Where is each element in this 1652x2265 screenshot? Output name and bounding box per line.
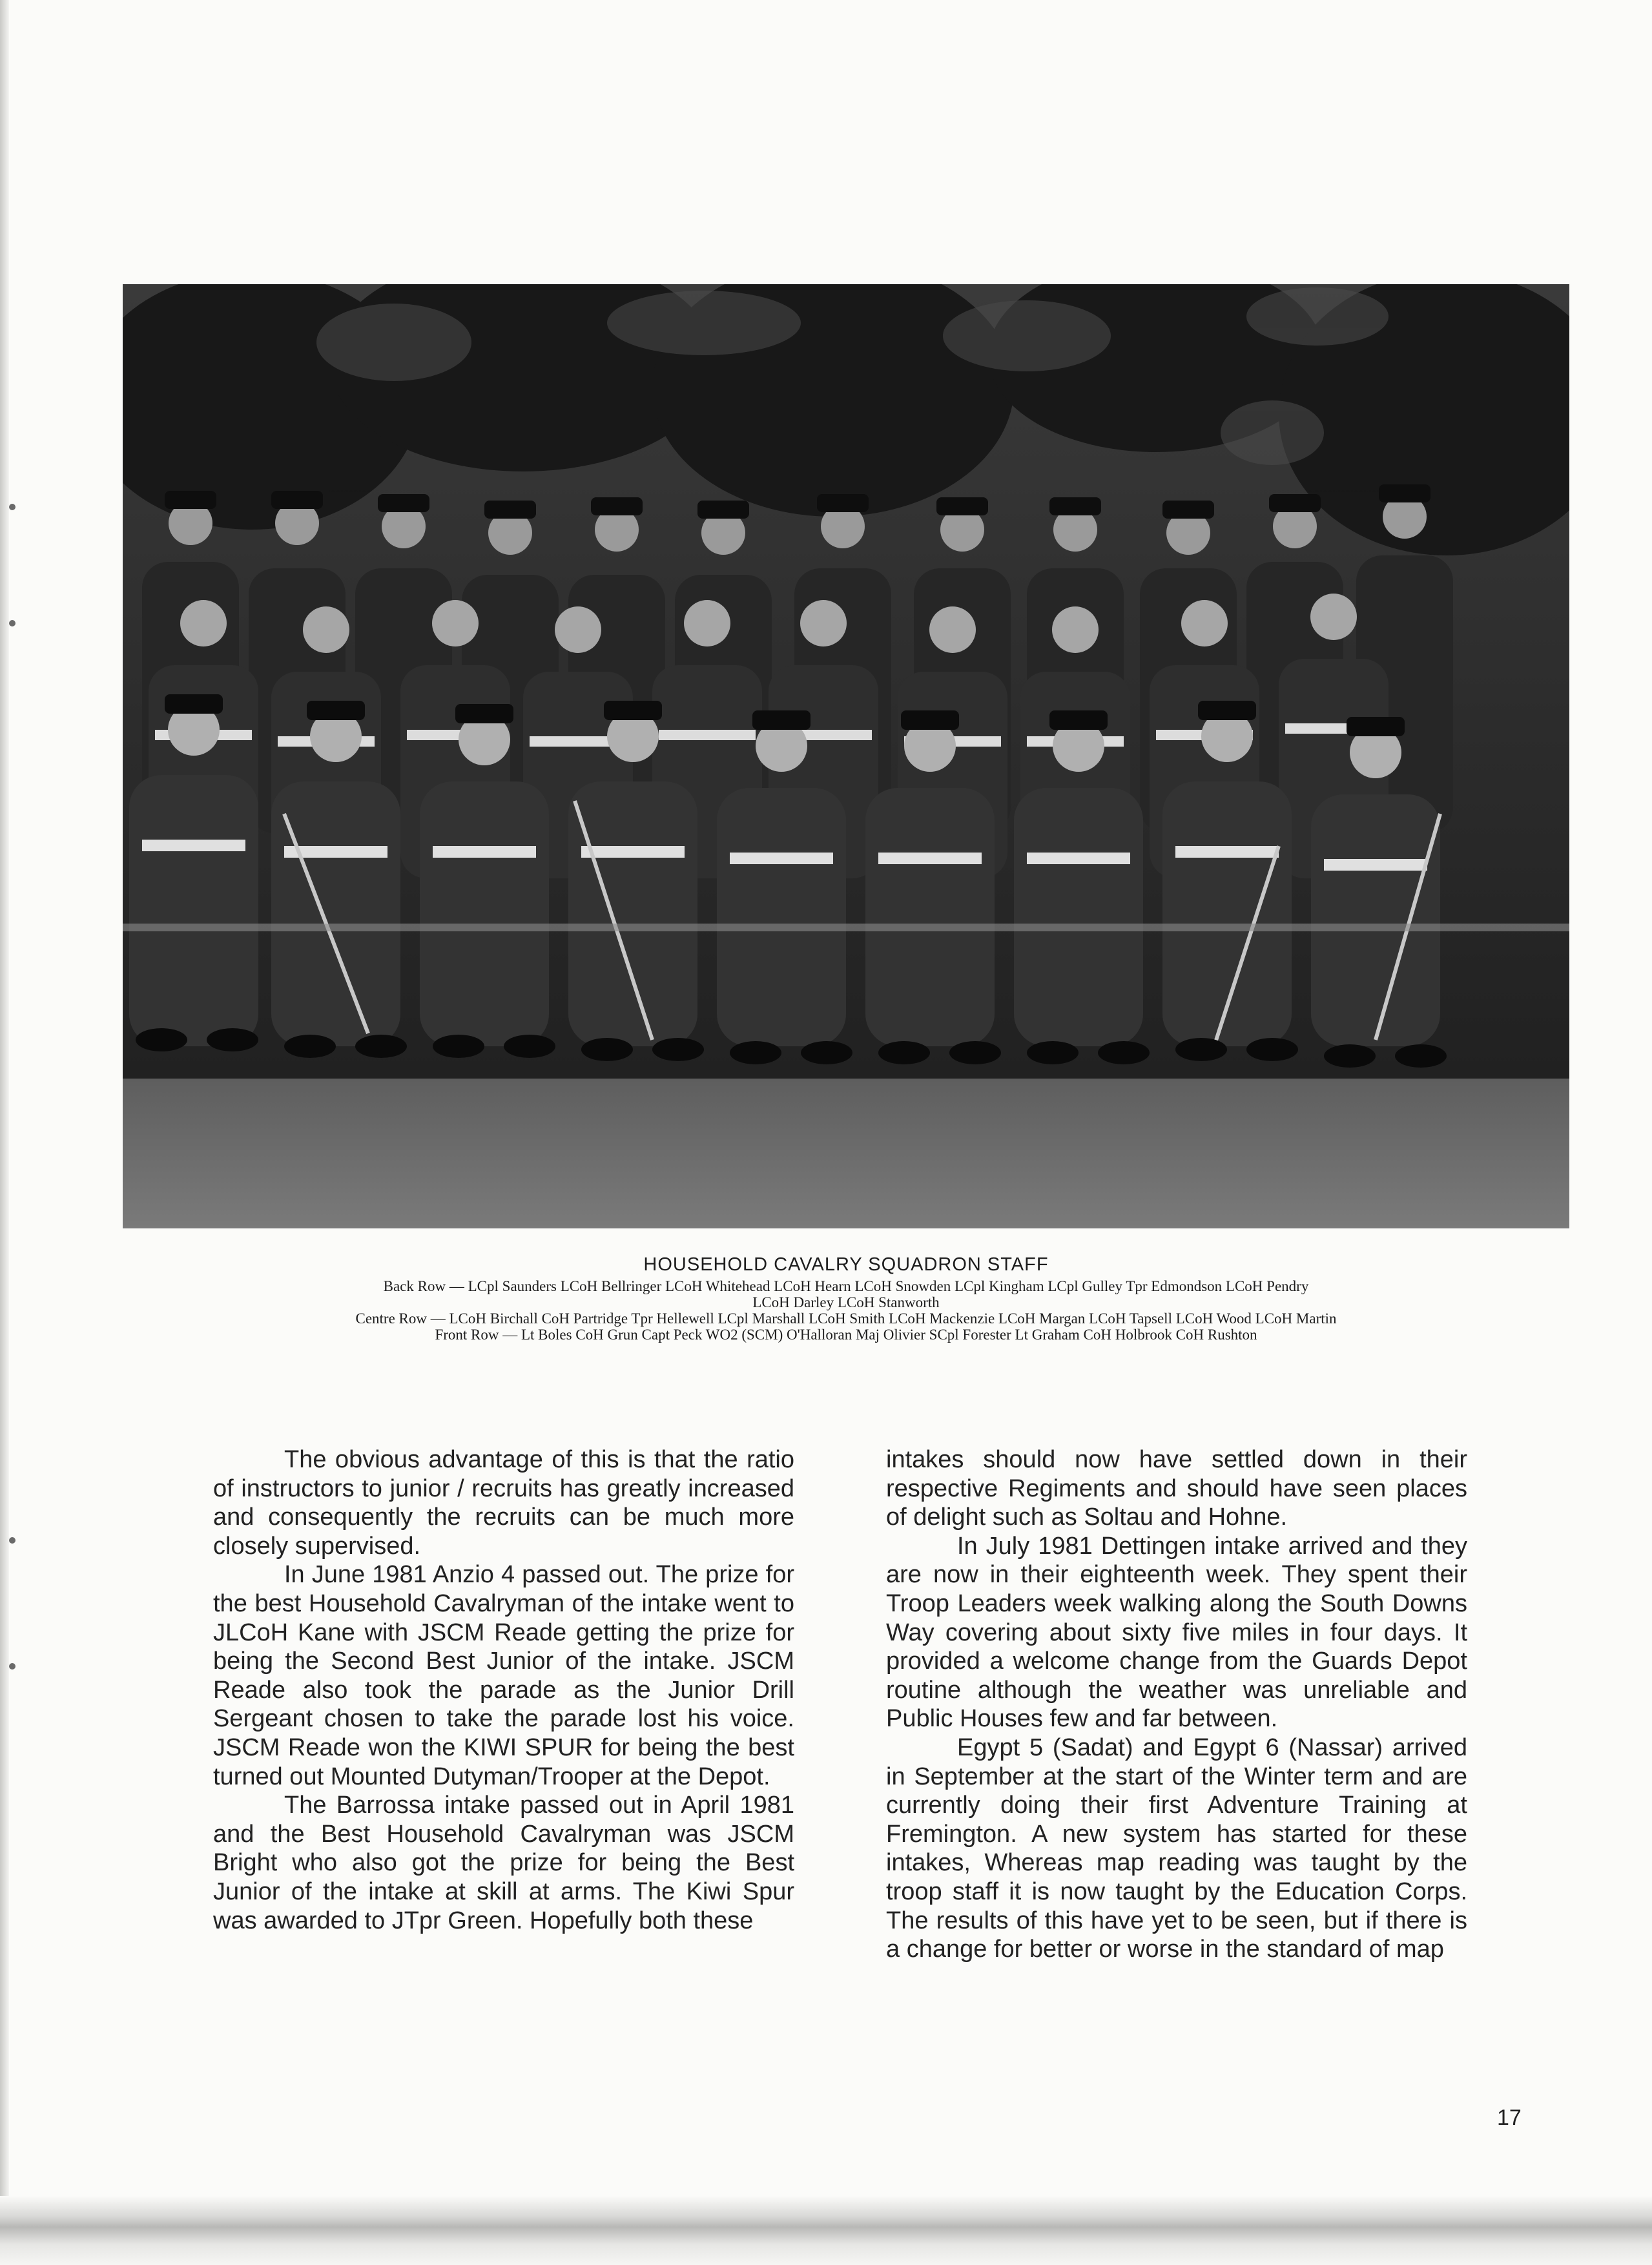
paragraph: The Barrossa intake passed out in April 1981 and the Best Household Cavalryman was JSCM Bright who also got the prize for being the Best Junior of the intake at skill at arms. The Kiwi Spur was awarded to JTpr Green. Hopefully both these bbox=[213, 1792, 794, 1934]
paragraph: intakes should now have settled down in their respective Regiments and should have seen places of delight such as Soltau and Hohne. bbox=[886, 1446, 1467, 1531]
paragraph: In July 1981 Dettingen intake arrived and they are now in their eighteenth week. They spent their Troop Leaders week walking along the South Downs Way covering about sixty five miles in four days. It provided a welcome change from the Guards Depot routine although the weather was unreliable and Public Houses few and far between. bbox=[886, 1532, 1467, 1733]
caption-back-row-sub: LCoH Darley LCoH Stanworth bbox=[752, 1294, 940, 1310]
paragraph: Egypt 5 (Sadat) and Egypt 6 (Nassar) arrived in September at the start of the Winter term and are currently doing their first Adventure Training at Fremington. A new system has started for these intakes, Whereas map reading was taught by the troop staff it is now taught by the Education Corps. The results of this have yet to be seen, but if there is a change for better or worse in the standard of map bbox=[886, 1733, 1467, 1963]
photo-caption bbox=[123, 1254, 1569, 1343]
caption-centre-row: Centre Row — LCoH Birchall CoH Partridge Tpr Hellewell LCpl Marshall LCoH Smith LCoH Mackenzie LCoH Margan LCoH Tapsell LCoH Wood LCoH Martin bbox=[355, 1310, 1337, 1327]
page-bottom-shadow bbox=[0, 2196, 1652, 2265]
page-edge-shadow bbox=[0, 0, 9, 2265]
binding-hole-mark bbox=[9, 504, 15, 510]
left-text-column bbox=[213, 1445, 794, 1935]
caption-title: HOUSEHOLD CAVALRY SQUADRON STAFF bbox=[643, 1254, 1049, 1275]
group-photo-icon bbox=[123, 284, 1569, 1228]
caption-front-row: Front Row — Lt Boles CoH Grun Capt Peck WO2 (SCM) O'Halloran Maj Olivier SCpl Forester Lt Graham CoH Holbrook CoH Rushton bbox=[435, 1327, 1257, 1343]
page-number: 17 bbox=[1497, 2105, 1522, 2130]
paragraph: The obvious advantage of this is that the ratio of instructors to junior / recruits has greatly increased and consequently the recruits can be much more closely supervised. bbox=[213, 1446, 794, 1560]
paragraph: In June 1981 Anzio 4 passed out. The prize for the best Household Cavalryman of the intake went to JLCoH Kane with JSCM Reade getting the prize for being the Second Best Junior of the intake. JSCM Reade also took the parade as the Junior Drill Sergeant chosen to take the parade lost his voice. JSCM Reade won the KIWI SPUR for being the best turned out Mounted Dutyman/Trooper at the Depot. bbox=[213, 1561, 794, 1790]
binding-hole-mark bbox=[9, 1537, 15, 1544]
binding-hole-mark bbox=[9, 620, 15, 626]
caption-back-row: Back Row — LCpl Saunders LCoH Bellringer LCoH Whitehead LCoH Hearn LCoH Snowden LCpl Kingham LCpl Gulley Tpr Edmondson LCoH Pendry bbox=[383, 1278, 1309, 1294]
group-photograph bbox=[123, 284, 1569, 1228]
right-text-column bbox=[886, 1445, 1467, 1964]
binding-hole-mark bbox=[9, 1663, 15, 1670]
